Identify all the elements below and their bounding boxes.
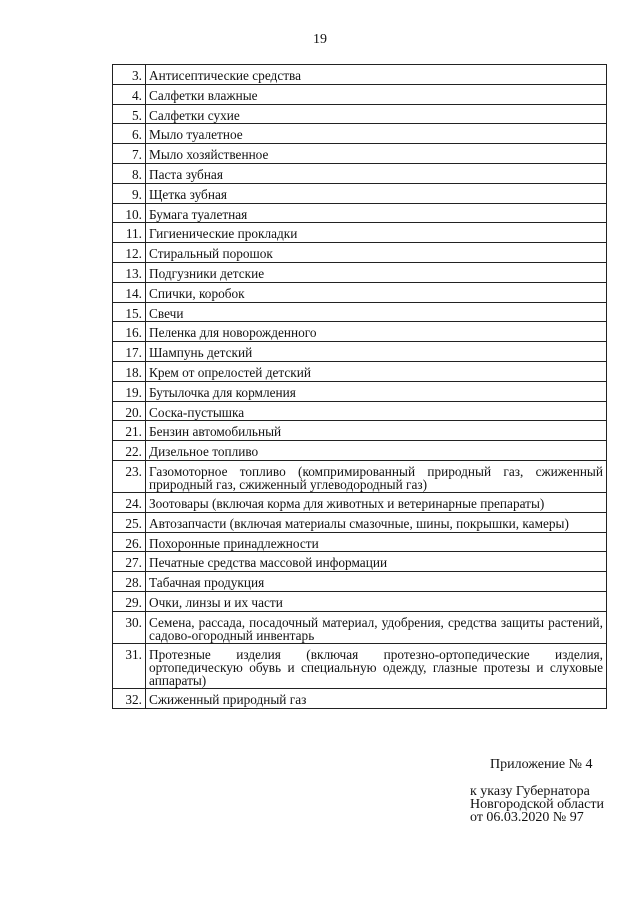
item-number: 19. — [113, 381, 146, 401]
item-name: Газомоторное топливо (компримированный природный газ, сжиженный природный газ, сжиженный углеводородный газ) — [146, 460, 607, 492]
item-number: 17. — [113, 342, 146, 362]
item-name: Гигиенические прокладки — [146, 223, 607, 243]
item-name: Сжиженный природный газ — [146, 688, 607, 708]
table-row — [113, 591, 607, 611]
item-name: Семена, рассада, посадочный материал, удобрения, средства защиты растений, садово-огородный инвентарь — [146, 611, 607, 643]
item-name: Мыло хозяйственное — [146, 144, 607, 164]
item-number: 6. — [113, 124, 146, 144]
item-number: 4. — [113, 84, 146, 104]
item-number: 24. — [113, 492, 146, 512]
item-name: Свечи — [146, 302, 607, 322]
item-name: Пеленка для новорожденного — [146, 322, 607, 342]
item-number: 15. — [113, 302, 146, 322]
item-number: 25. — [113, 512, 146, 532]
goods-table-body — [113, 65, 607, 709]
item-number: 11. — [113, 223, 146, 243]
table-row — [113, 512, 607, 532]
item-name: Бумага туалетная — [146, 203, 607, 223]
item-number: 22. — [113, 441, 146, 461]
item-number: 20. — [113, 401, 146, 421]
item-number: 7. — [113, 144, 146, 164]
table-row — [113, 322, 607, 342]
item-number: 16. — [113, 322, 146, 342]
item-number: 12. — [113, 243, 146, 263]
item-number: 8. — [113, 163, 146, 183]
item-name: Паста зубная — [146, 163, 607, 183]
page-number: 19 — [313, 32, 327, 47]
item-name: Антисептические средства — [146, 65, 607, 85]
table-row — [113, 302, 607, 322]
table-row — [113, 688, 607, 708]
table-row — [113, 282, 607, 302]
table-row — [113, 552, 607, 572]
item-number: 32. — [113, 688, 146, 708]
item-name: Бутылочка для кормления — [146, 381, 607, 401]
table-row — [113, 203, 607, 223]
item-number: 5. — [113, 104, 146, 124]
table-row — [113, 243, 607, 263]
table-row — [113, 532, 607, 552]
item-number: 29. — [113, 591, 146, 611]
appendix-line-decree: к указу Губернатора — [470, 784, 590, 799]
table-row — [113, 342, 607, 362]
table-row — [113, 144, 607, 164]
table-row — [113, 183, 607, 203]
item-name: Спички, коробок — [146, 282, 607, 302]
table-row — [113, 84, 607, 104]
item-name: Зоотовары (включая корма для животных и ветеринарные препараты) — [146, 492, 607, 512]
appendix-line-region: Новгородской области — [470, 797, 604, 812]
item-name: Подгузники детские — [146, 262, 607, 282]
item-number: 26. — [113, 532, 146, 552]
item-number: 28. — [113, 572, 146, 592]
item-number: 3. — [113, 65, 146, 85]
item-name: Соска-пустышка — [146, 401, 607, 421]
table-row — [113, 611, 607, 643]
item-name: Салфетки сухие — [146, 104, 607, 124]
item-name: Очки, линзы и их части — [146, 591, 607, 611]
appendix-line-date: от 06.03.2020 № 97 — [470, 810, 584, 825]
table-row — [113, 381, 607, 401]
table-row — [113, 124, 607, 144]
item-name: Похоронные принадлежности — [146, 532, 607, 552]
item-name: Печатные средства массовой информации — [146, 552, 607, 572]
item-number: 30. — [113, 611, 146, 643]
table-row — [113, 421, 607, 441]
item-name: Протезные изделия (включая протезно-ортопедические изделия, ортопедическую обувь и специальную одежду, глазные протезы и слуховые аппараты) — [146, 643, 607, 688]
item-number: 23. — [113, 460, 146, 492]
table-row — [113, 65, 607, 85]
item-name: Бензин автомобильный — [146, 421, 607, 441]
table-row — [113, 262, 607, 282]
item-name: Автозапчасти (включая материалы смазочные, шины, покрышки, камеры) — [146, 512, 607, 532]
table-row — [113, 223, 607, 243]
table-row — [113, 572, 607, 592]
item-number: 14. — [113, 282, 146, 302]
item-number: 13. — [113, 262, 146, 282]
table-row — [113, 441, 607, 461]
item-name: Стиральный порошок — [146, 243, 607, 263]
item-name: Дизельное топливо — [146, 441, 607, 461]
table-row — [113, 460, 607, 492]
item-number: 21. — [113, 421, 146, 441]
item-number: 31. — [113, 643, 146, 688]
table-row — [113, 492, 607, 512]
item-name: Щетка зубная — [146, 183, 607, 203]
table-row — [113, 361, 607, 381]
item-number: 9. — [113, 183, 146, 203]
goods-table — [112, 64, 607, 709]
table-row — [113, 163, 607, 183]
item-number: 27. — [113, 552, 146, 572]
item-name: Салфетки влажные — [146, 84, 607, 104]
table-row — [113, 643, 607, 688]
item-name: Табачная продукция — [146, 572, 607, 592]
item-name: Крем от опрелостей детский — [146, 361, 607, 381]
item-name: Шампунь детский — [146, 342, 607, 362]
item-number: 10. — [113, 203, 146, 223]
table-row — [113, 104, 607, 124]
table-row — [113, 401, 607, 421]
item-name: Мыло туалетное — [146, 124, 607, 144]
appendix-title: Приложение № 4 — [490, 757, 593, 772]
item-number: 18. — [113, 361, 146, 381]
appendix-block — [470, 758, 630, 824]
